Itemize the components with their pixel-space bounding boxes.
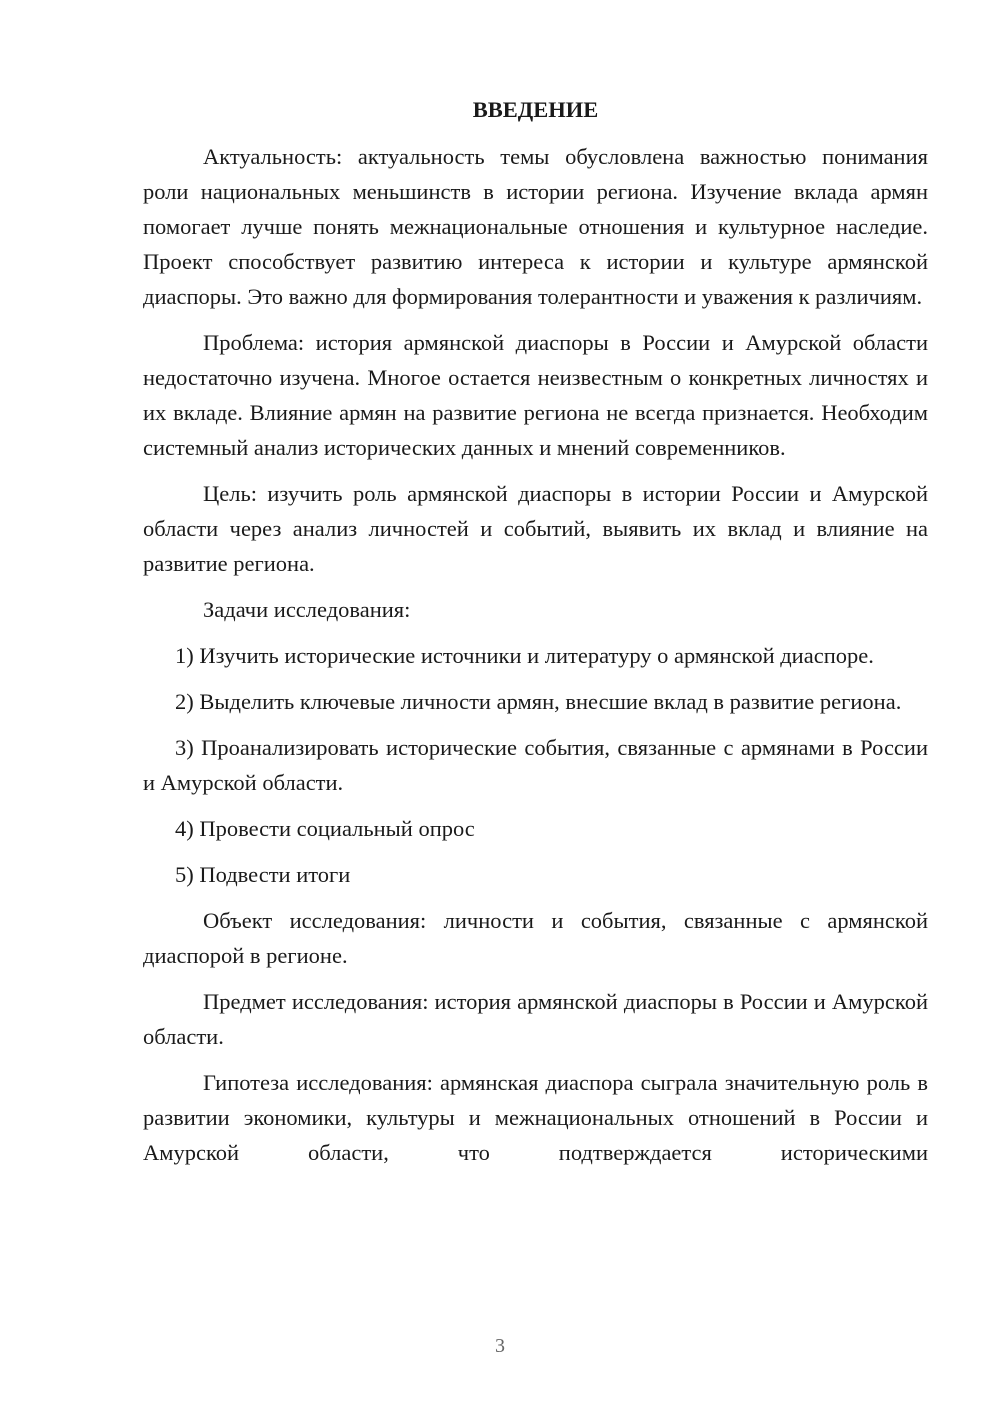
- page-number: 3: [495, 1335, 505, 1357]
- list-item: 2) Выделить ключевые личности армян, внесшие вклад в развитие региона.: [175, 689, 902, 714]
- list-item: 3) Проанализировать исторические события, связанные с армянами в России и Амурской области.: [143, 735, 928, 795]
- goal-paragraph: Цель: изучить роль армянской диаспоры в истории России и Амурской области через анализ личностей и событий, выявить их вклад и влияние на развитие региона.: [143, 481, 928, 576]
- relevance-paragraph: Актуальность: актуальность темы обусловлена важностью понимания роли национальных меньшинств в истории региона. Изучение вклада армян помогает лучше понять межнациональные отношения и культурное наследие. Проект способствует развитию интереса к истории и культуре армянской диаспоры. Это важно для формирования толерантности и уважения к различиям.: [143, 144, 928, 309]
- subject-paragraph: Предмет исследования: история армянской диаспоры в России и Амурской области.: [143, 989, 928, 1049]
- object-paragraph: Объект исследования: личности и события, связанные с армянской диаспорой в регионе.: [143, 908, 928, 968]
- problem-paragraph: Проблема: история армянской диаспоры в России и Амурской области недостаточно изучена. Многое остается неизвестным о конкретных личностях и их вкладе. Влияние армян на развитие региона не всегда признается. Необходим системный анализ исторических данных и мнений современников.: [143, 330, 928, 460]
- list-item: 5) Подвести итоги: [175, 862, 351, 887]
- document-page: [143, 92, 928, 1181]
- hypothesis-paragraph: Гипотеза исследования: армянская диаспора сыграла значительную роль в развитии экономики, культуры и межнациональных отношений в России и Амурской области, что подтверждается историческими: [143, 1070, 928, 1165]
- list-item: 4) Провести социальный опрос: [175, 816, 475, 841]
- list-item: 1) Изучить исторические источники и литературу о армянской диаспоре.: [175, 643, 874, 668]
- tasks-heading: Задачи исследования:: [203, 597, 411, 622]
- section-title: ВВЕДЕНИЕ: [472, 97, 599, 122]
